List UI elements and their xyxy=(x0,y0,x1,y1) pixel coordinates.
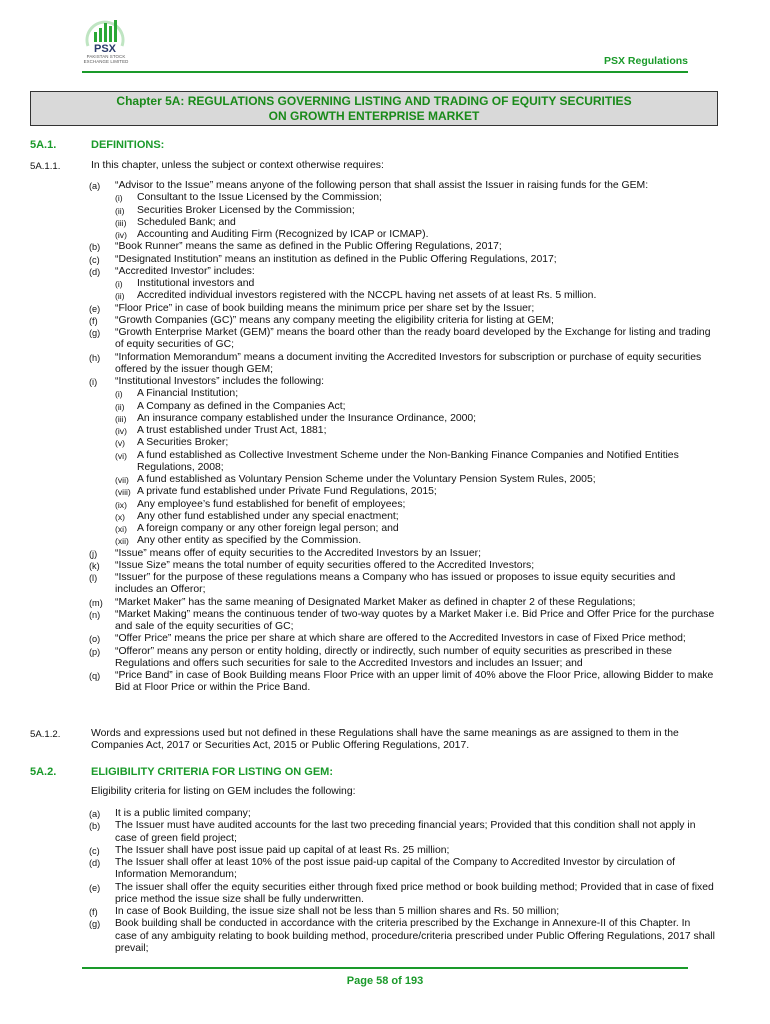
sub-list xyxy=(115,278,715,303)
list-item xyxy=(89,253,715,266)
list-item-label: (iii) xyxy=(115,413,127,424)
list-item-label: (vii) xyxy=(115,475,129,485)
list-item xyxy=(115,474,715,486)
list-item xyxy=(115,535,715,547)
list-item-label: (ii) xyxy=(115,205,125,216)
list-item-text: Institutional investors and xyxy=(137,278,255,289)
list-item-text: “Accredited Investor” includes: xyxy=(115,265,255,277)
list-item xyxy=(89,670,715,695)
logo-text: PAKISTAN STOCK EXCHANGE LIMITED xyxy=(83,54,129,64)
list-item-label: (iii) xyxy=(115,217,127,228)
list-item-text: Accredited individual investors registered with the NCCPL having net assets of at least Rs. 5 million. xyxy=(137,290,597,302)
list-item xyxy=(89,645,715,671)
list-item xyxy=(89,808,715,820)
list-item xyxy=(89,265,715,303)
logo-letters: PSX xyxy=(93,43,117,54)
list-item-label: (ii) xyxy=(115,401,125,412)
list-item xyxy=(89,857,715,882)
list-item xyxy=(89,241,715,253)
list-item xyxy=(115,192,715,204)
list-item xyxy=(89,351,715,377)
list-item-label: (i) xyxy=(115,389,123,400)
list-item-text: Any employee’s fund established for benefit of employees; xyxy=(137,498,406,510)
list-item xyxy=(89,547,715,560)
list-item-label: (m) xyxy=(89,597,103,608)
list-item xyxy=(89,376,715,548)
list-item xyxy=(115,449,715,475)
list-item-label: (e) xyxy=(89,303,101,314)
list-item-text: “Market Maker” has the same meaning of Designated Market Maker as defined in chapter 2 of these Regulations; xyxy=(115,596,636,608)
list-item xyxy=(89,918,715,955)
list-item-text: Any other entity as specified by the Commission. xyxy=(137,535,362,547)
list-item-label: (g) xyxy=(89,919,101,930)
list-item xyxy=(115,486,715,498)
list-item xyxy=(115,523,715,535)
list-item xyxy=(89,314,715,327)
list-item-text: A Financial Institution; xyxy=(137,388,239,400)
list-item xyxy=(89,559,715,572)
section-number-eligibility: 5A.2. xyxy=(30,766,57,778)
list-item-text: “Offer Price” means the price per share at which share are offered to the Accredited Investors in case of Fixed Price method; xyxy=(115,633,686,645)
chapter-title-box xyxy=(30,91,718,126)
list-item-text: The Issuer shall have post issue paid up capital of at least Rs. 25 million; xyxy=(115,844,450,856)
list-item xyxy=(89,844,715,857)
list-item-text: “Information Memorandum” means a document inviting the Accredited Investors for subscription or purchase of equity securities offered by the issuer though GEM; xyxy=(115,351,702,375)
header-divider xyxy=(82,71,688,73)
list-item-text: “Designated Institution” means an institution as defined in the Public Offering Regulations, 2017; xyxy=(115,253,557,265)
list-item xyxy=(115,412,715,425)
list-item xyxy=(89,906,715,918)
list-item-label: (xii) xyxy=(115,536,129,547)
list-item xyxy=(89,633,715,645)
list-item-text: The Issuer must have audited accounts for the last two preceding financial years; Provided that this condition shall not apply in case of green field project; xyxy=(115,820,696,844)
list-item-label: (v) xyxy=(115,438,126,449)
list-item-label: (i) xyxy=(115,193,123,204)
section-heading-definitions: DEFINITIONS: xyxy=(91,139,165,151)
list-item-label: (n) xyxy=(89,609,101,620)
list-item-text: A Company as defined in the Companies Act; xyxy=(137,400,346,412)
list-item-text: In case of Book Building, the issue size shall not be less than 5 million shares and Rs. 50 million; xyxy=(115,906,560,917)
list-item-label: (viii) xyxy=(115,487,131,498)
list-item-text: “Offeror” means any person or entity holding, directly or indirectly, such number of equity securities as prescribed in these Regulations and offers such securities for sale to the Accredited Investors and includes an Issuer; and xyxy=(115,645,672,669)
list-item-label: (xi) xyxy=(115,524,127,534)
eligibility-list xyxy=(89,808,715,955)
list-item-text: “Market Making” means the continuous tender of two-way quotes by a Market Maker i.e. Bid Price and Offer Price for the purchase and sale of the equity securities of GC; xyxy=(115,608,715,632)
list-item xyxy=(115,229,715,241)
list-item-text: The Issuer shall offer at least 10% of the post issue paid-up capital of the Company to Accredited Investor by circulation of Information Memorandum; xyxy=(115,857,676,881)
list-item-label: (ix) xyxy=(115,499,127,510)
list-item xyxy=(115,510,715,523)
list-item-text: “Book Runner” means the same as defined in the Public Offering Regulations, 2017; xyxy=(115,241,502,253)
list-item xyxy=(115,425,715,437)
header-title: PSX Regulations xyxy=(603,55,688,67)
sub-list xyxy=(115,192,715,241)
chapter-title: Chapter 5A: REGULATIONS GOVERNING LISTING AND TRADING OF EQUITY SECURITIES ON GROWTH ENTERPRISE MARKET xyxy=(116,93,632,123)
list-item-text: “Price Band” in case of Book Building means Floor Price with an upper limit of 40% above the Floor Price, allowing Bidder to make Bid at Floor Price or within the Price Band. xyxy=(115,670,714,694)
list-item-label: (l) xyxy=(89,573,98,583)
list-item xyxy=(115,498,715,511)
list-item-text: Consultant to the Issue Licensed by the Commission; xyxy=(137,192,382,204)
sub-list xyxy=(115,388,715,547)
list-item-text: A Securities Broker; xyxy=(137,437,229,449)
list-item-text: “Floor Price” in case of book building means the minimum price per share set by the Issuer; xyxy=(115,302,535,314)
list-item-label: (c) xyxy=(89,845,100,856)
list-item-label: (d) xyxy=(89,266,101,277)
list-item-text: The issuer shall offer the equity securities either through fixed price method or book building method; Provided that in case of fixed price method the issue size shall be fully underwritten. xyxy=(115,881,714,905)
list-item xyxy=(115,437,715,449)
list-item-label: (e) xyxy=(89,882,101,893)
list-item xyxy=(89,596,715,609)
clause-number: 5A.1.2. xyxy=(30,729,61,740)
section-heading-eligibility: ELIGIBILITY CRITERIA FOR LISTING ON GEM: xyxy=(91,766,333,778)
list-item-text: Scheduled Bank; and xyxy=(137,216,236,228)
list-item-text: A fund established as Collective Investment Scheme under the Non-Banking Finance Companies and Notified Entities Regulations, 2008; xyxy=(137,449,679,473)
list-item-label: (iv) xyxy=(115,426,127,436)
list-item-text: “Issue Size” means the total number of equity securities offered to the Accredited Investors; xyxy=(115,559,535,571)
definitions-list xyxy=(89,180,715,695)
list-item-text: “Institutional Investors” includes the following: xyxy=(115,376,325,387)
list-item-text: “Advisor to the Issue” means anyone of the following person that shall assist the Issuer in raising funds for the GEM: xyxy=(115,180,649,191)
list-item-label: (a) xyxy=(89,181,101,191)
list-item-text: “Growth Companies (GC)” means any company meeting the eligibility criteria for listing at GEM; xyxy=(115,314,554,326)
list-item-label: (ii) xyxy=(115,291,125,302)
list-item-label: (a) xyxy=(89,809,101,819)
list-item-label: (o) xyxy=(89,634,101,645)
list-item xyxy=(115,388,715,400)
list-item-text: A trust established under Trust Act, 1881; xyxy=(137,425,327,436)
list-item-label: (vi) xyxy=(115,450,127,461)
list-item-label: (c) xyxy=(89,254,100,265)
list-item-text: “Growth Enterprise Market (GEM)” means the board other than the ready board developed by the Exchange for listing and trading of equity securities of GC; xyxy=(115,327,711,351)
list-item-text: “Issuer” for the purpose of these regulations means a Company who has issued or proposes to issue equity securities and includes an Offeror; xyxy=(115,572,676,596)
list-item-label: (h) xyxy=(89,352,101,363)
list-item xyxy=(115,204,715,217)
list-item-label: (b) xyxy=(89,821,101,832)
list-item-text: Any other fund established under any special enactment; xyxy=(137,510,399,522)
list-item xyxy=(89,608,715,634)
list-item-label: (p) xyxy=(89,646,101,657)
list-item-label: (q) xyxy=(89,671,101,681)
list-item-text: Accounting and Auditing Firm (Recognized by ICAP or ICMAP). xyxy=(137,229,429,240)
footer-divider xyxy=(82,967,688,969)
clause-text: In this chapter, unless the subject or context otherwise requires: xyxy=(91,160,384,171)
list-item xyxy=(115,278,715,290)
list-item-text: “Issue” means offer of equity securities to the Accredited Investors by an Issuer; xyxy=(115,547,481,559)
list-item-text: A fund established as Voluntary Pension Scheme under the Voluntary Pension System Rules, 2005; xyxy=(137,474,596,485)
psx-logo xyxy=(74,16,138,74)
list-item-label: (d) xyxy=(89,858,101,868)
list-item-label: (g) xyxy=(89,328,101,338)
list-item xyxy=(89,881,715,907)
list-item-label: (k) xyxy=(89,560,100,571)
clause-text: Words and expressions used but not defined in these Regulations shall have the same meanings as are assigned to them in the Companies Act, 2017 or Securities Act, 2015 or Public Offering Regulations, 2017. xyxy=(91,728,679,752)
list-item xyxy=(115,290,715,302)
list-item-label: (i) xyxy=(115,279,123,289)
list-item xyxy=(115,216,715,229)
list-item-text: Securities Broker Licensed by the Commission; xyxy=(137,204,355,216)
list-item-text: It is a public limited company; xyxy=(115,808,251,819)
clause-number: 5A.1.1. xyxy=(30,161,61,172)
list-item xyxy=(89,572,715,597)
list-item-label: (j) xyxy=(89,548,98,559)
list-item-text: A foreign company or any other foreign legal person; and xyxy=(137,523,399,534)
eligibility-intro: Eligibility criteria for listing on GEM includes the following: xyxy=(91,786,356,797)
list-item xyxy=(89,180,715,241)
list-item-text: An insurance company established under the Insurance Ordinance, 2000; xyxy=(137,412,477,424)
list-item xyxy=(89,327,715,352)
section-number-definitions: 5A.1. xyxy=(30,139,57,151)
list-item xyxy=(89,302,715,315)
list-item-label: (f) xyxy=(89,315,98,326)
psx-logo-icon xyxy=(80,16,130,54)
list-item xyxy=(115,400,715,413)
list-item-label: (x) xyxy=(115,511,126,522)
list-item-text: Book building shall be conducted in accordance with the criteria prescribed by the Exchange in Annexure-II of this Chapter. In case of any ambiguity relating to book building method, procedure/criteria prescribed under Public Offering Regulations, 2017 shall prevail; xyxy=(115,918,715,954)
page-number: Page 58 of 193 xyxy=(346,975,424,987)
list-item-label: (i) xyxy=(89,377,98,387)
list-item xyxy=(89,820,715,845)
list-item-label: (iv) xyxy=(115,230,127,240)
list-item-label: (f) xyxy=(89,907,98,917)
list-item-text: A private fund established under Private Fund Regulations, 2015; xyxy=(137,486,437,498)
list-item-label: (b) xyxy=(89,242,101,253)
